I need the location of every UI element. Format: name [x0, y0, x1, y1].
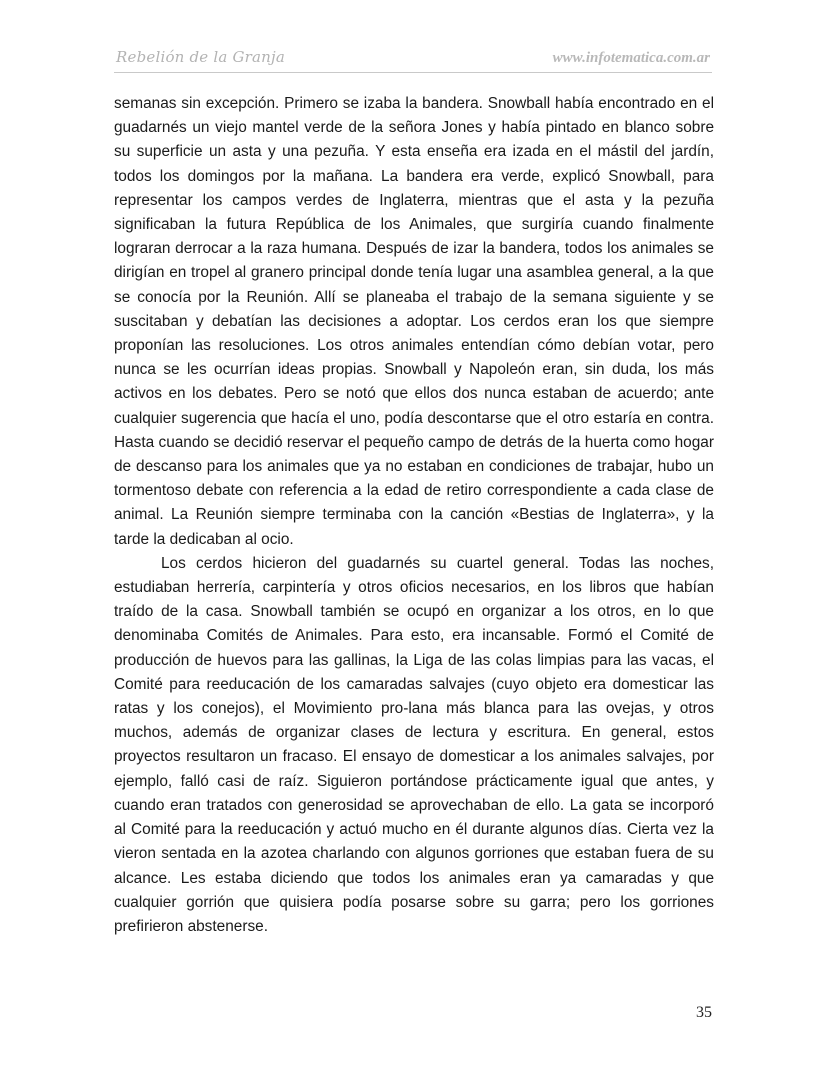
paragraph-continuation: semanas sin excepción. Primero se izaba la bandera. Snowball había encontrado en el guadarnés un viejo mantel verde de la señora Jones y había pintado en blanco sobre su superficie un asta y una pezuña. Y esta enseña era izada en el mástil del jardín, todos los domingos por la mañana. La bandera era verde, explicó Snowball, para representar los campos verdes de Inglaterra, mientras que el asta y la pezuña significaban la futura República de los Animales, que surgiría cuando finalmente lograran derrocar a la raza humana. Después de izar la bandera, todos los animales se dirigían en tropel al granero principal donde tenía lugar una asamblea general, a la que se conocía por la Reunión. Allí se planeaba el trabajo de la semana siguiente y se suscitaban y debatían las decisiones a adoptar. Los cerdos eran los que siempre proponían las resoluciones. Los otros animales entendían cómo debían votar, pero nunca se les ocurrían ideas propias. Snowball y Napoleón eran, sin duda, los más activos en los debates. Pero se notó que ellos dos nunca estaban de acuerdo; ante cualquier sugerencia que hacía el uno, podía descontarse que el otro estaría en contra. Hasta cuando se decidió reservar el pequeño campo de detrás de la huerta como hogar de descanso para los animales que ya no estaban en condiciones de trabajar, hubo un tormentoso debate con referencia a la edad de retiro correspondiente a cada clase de animal. La Reunión siempre terminaba con la canción «Bestias de Inglaterra», y la tarde la dedicaban al ocio.: [114, 95, 714, 548]
running-header: [114, 48, 712, 73]
book-title: Rebelión de la Granja: [116, 48, 286, 66]
page-number: 35: [696, 1004, 712, 1021]
page-body: [114, 92, 714, 939]
paragraph: Los cerdos hicieron del guadarnés su cuartel general. Todas las noches, estudiaban herrería, carpintería y otros oficios necesarios, en los libros que habían traído de la casa. Snowball también se ocupó en organizar a los otros, en lo que denominaba Comités de Animales. Para esto, era incansable. Formó el Comité de producción de huevos para las gallinas, la Liga de las colas limpias para las vacas, el Comité para reeducación de los camaradas salvajes (cuyo objeto era domesticar las ratas y los conejos), el Movimiento pro-lana más blanca para las ovejas, y otros muchos, además de organizar clases de lectura y escritura. En general, estos proyectos resultaron un fracaso. El ensayo de domesticar a los animales salvajes, por ejemplo, falló casi de raíz. Siguieron portándose prácticamente igual que antes, y cuando eran tratados con generosidad se aprovechaban de ello. La gata se incorporó al Comité para la reeducación y actuó mucho en él durante algunos días. Cierta vez la vieron sentada en la azotea charlando con algunos gorriones que estaban fuera de su alcance. Les estaba diciendo que todos los animales eran ya camaradas y que cualquier gorrión que quisiera podía posarse sobre su garra; pero los gorriones prefirieron abstenerse.: [114, 554, 714, 935]
website-url: www.infotematica.com.ar: [552, 50, 710, 66]
